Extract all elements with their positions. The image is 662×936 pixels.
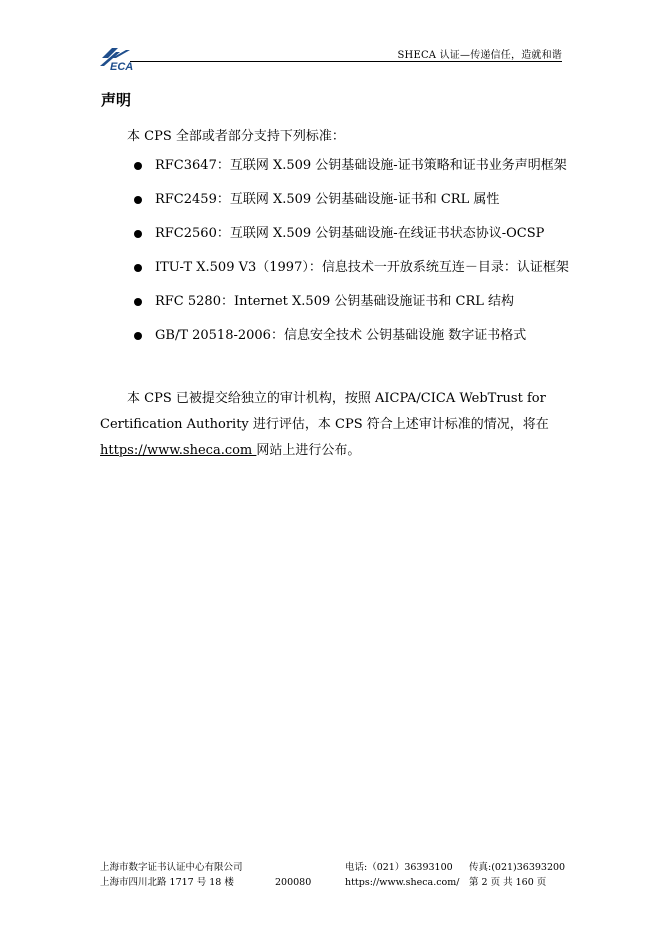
standard-text: RFC2459：互联网 X.509 公钥基础设施-证书和 CRL 属性 <box>155 192 500 207</box>
footer-website: https://www.sheca.com/ <box>345 877 460 888</box>
footer-company: 上海市数字证书认证中心有限公司 <box>100 862 243 873</box>
page-title: 声明 <box>101 91 132 109</box>
standard-text: ITU-T X.509 V3（1997）：信息技术一开放系统互连－目录：认证框架 <box>155 260 569 275</box>
footer-page-number: 第 2 页 共 160 页 <box>469 877 547 888</box>
svg-text:ECA: ECA <box>110 61 134 73</box>
audit-statement <box>100 386 570 464</box>
footer-fax-block <box>469 860 565 890</box>
bullet-icon <box>134 230 142 238</box>
statement-line-2: Certification Authority 进行评估，本 CPS 符合上述审计标准的情况，将在 <box>100 417 549 432</box>
header-tagline: SHECA 认证—传递信任，造就和谐 <box>397 50 562 61</box>
bullet-icon <box>134 196 142 204</box>
bullet-icon <box>134 332 142 340</box>
footer-contact-block <box>345 860 459 890</box>
footer-phone: 电话:（021）36393100 <box>345 862 453 873</box>
standard-text: GB/T 20518-2006：信息安全技术 公钥基础设施 数字证书格式 <box>155 328 527 343</box>
bullet-icon <box>134 264 142 272</box>
footer-address: 上海市四川北路 1717 号 18 楼 <box>100 877 234 888</box>
sheca-website-link[interactable]: https://www.sheca.com <box>100 443 257 458</box>
standard-text: RFC2560：互联网 X.509 公钥基础设施-在线证书状态协议-OCSP <box>155 226 545 241</box>
footer-fax: 传真:(021)36393200 <box>469 862 566 873</box>
footer-postcode: 200080 <box>275 877 312 888</box>
bullet-icon <box>134 298 142 306</box>
standard-text: RFC 5280：Internet X.509 公钥基础设施证书和 CRL 结构 <box>155 294 514 309</box>
footer-postcode-block <box>275 875 311 890</box>
intro-text: 本 CPS 全部或者部分支持下列标准： <box>127 129 345 144</box>
statement-line-3 <box>100 438 570 464</box>
footer-company-block <box>100 860 243 890</box>
statement-line-1: 本 CPS 已被提交给独立的审计机构，按照 AICPA/CICA WebTrust for <box>127 391 546 406</box>
sheca-logo <box>98 44 146 74</box>
bullet-icon <box>134 162 142 170</box>
header-divider <box>130 61 562 62</box>
statement-line-3-rest: 网站上进行公布。 <box>256 443 361 458</box>
standard-text: RFC3647：互联网 X.509 公钥基础设施-证书策略和证书业务声明框架 <box>155 158 567 173</box>
